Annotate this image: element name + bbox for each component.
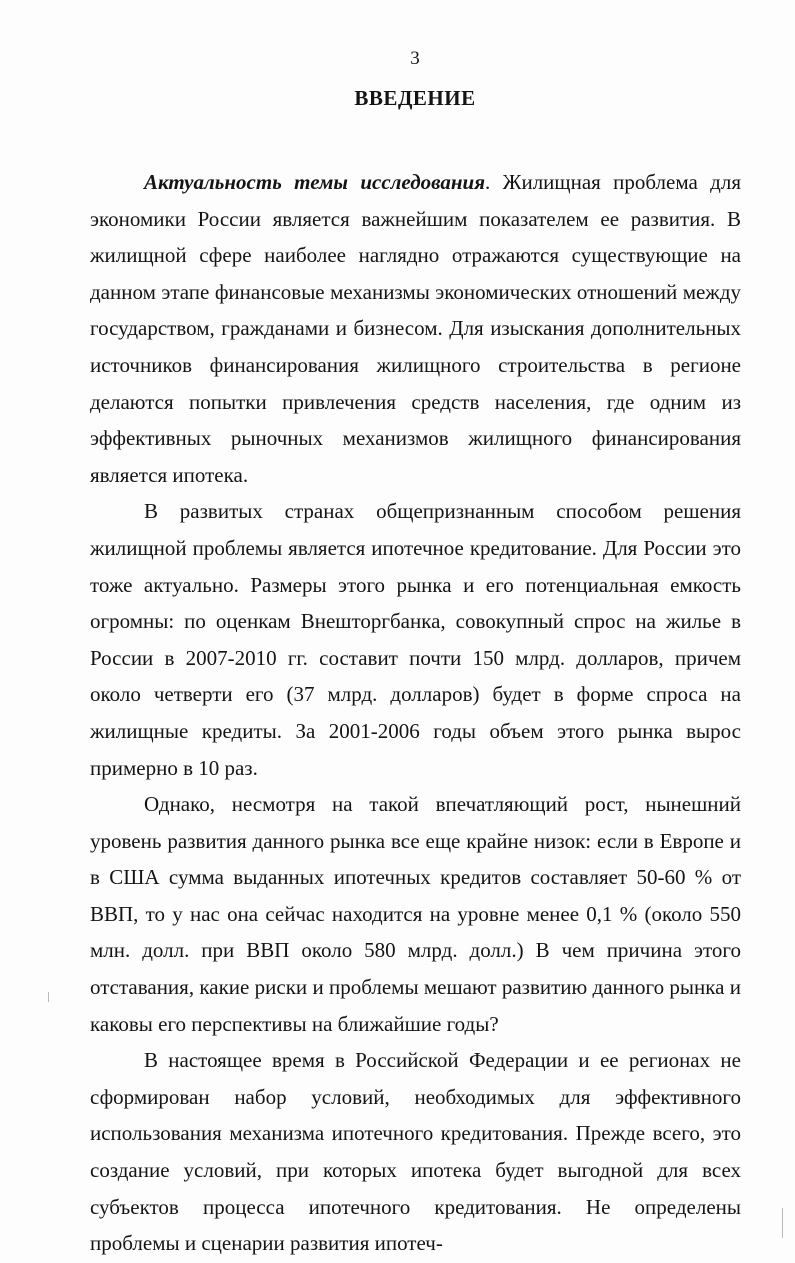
- paragraph-text: . Жилищная проблема для экономики России является важнейшим показателем ее развития. В жилищной сфере наиболее наглядно отражаются существующие на данном этапе финансовые механизмы экономических отношений между государством, гражданами и бизнесом. Для изыскания дополнительных источников финансирования жилищного строительства в регионе делаются попытки привлечения средств населения, где одним из эффективных рыночных механизмов жилищного финансирования является ипотека.: [90, 170, 742, 487]
- paragraph-relevance: [90, 164, 741, 493]
- page-number: 3: [410, 48, 420, 69]
- section-heading: ВВЕДЕНИЕ: [354, 86, 476, 110]
- body-text: [90, 164, 741, 1262]
- paragraph-market-level: Однако, несмотря на такой впечатляющий рост, нынешний уровень развития данного рынка все еще крайне низок: если в Европе и в США сумма выданных ипотечных кредитов составляет 50-60 % от ВВП, то у нас она сейчас находится на уровне менее 0,1 % (около 550 млн. долл. при ВВП около 580 млрд. долл.) В чем причина этого отставания, какие риски и проблемы мешают развитию данного рынка и каковы его перспективы на ближайшие годы?: [90, 792, 741, 1036]
- paragraph-lead: Актуальность темы исследования: [144, 170, 486, 194]
- scan-artifact: [782, 1208, 783, 1238]
- paragraph-mortgage-demand: В развитых странах общепризнанным способом решения жилищной проблемы является ипотечное кредитование. Для России это тоже актуально. Размеры этого рынка и его потенциальная емкость огромны: по оценкам Внешторгбанка, совокупный спрос на жилье в России в 2007-2010 гг. составит почти 150 млрд. долларов, причем около четверти его (37 млрд. долларов) будет в форме спроса на жилищные кредиты. За 2001-2006 годы объем этого рынка вырос примерно в 10 раз.: [90, 499, 741, 780]
- scan-artifact: [48, 992, 49, 1002]
- paragraph-conditions: В настоящее время в Российской Федерации и ее регионах не сформирован набор условий, необходимых для эффективного использования механизма ипотечного кредитования. Прежде всего, это создание условий, при которых ипотека будет выгодной для всех субъектов процесса ипотечного кредитования. Не определены проблемы и сценарии развития ипотеч-: [90, 1048, 741, 1256]
